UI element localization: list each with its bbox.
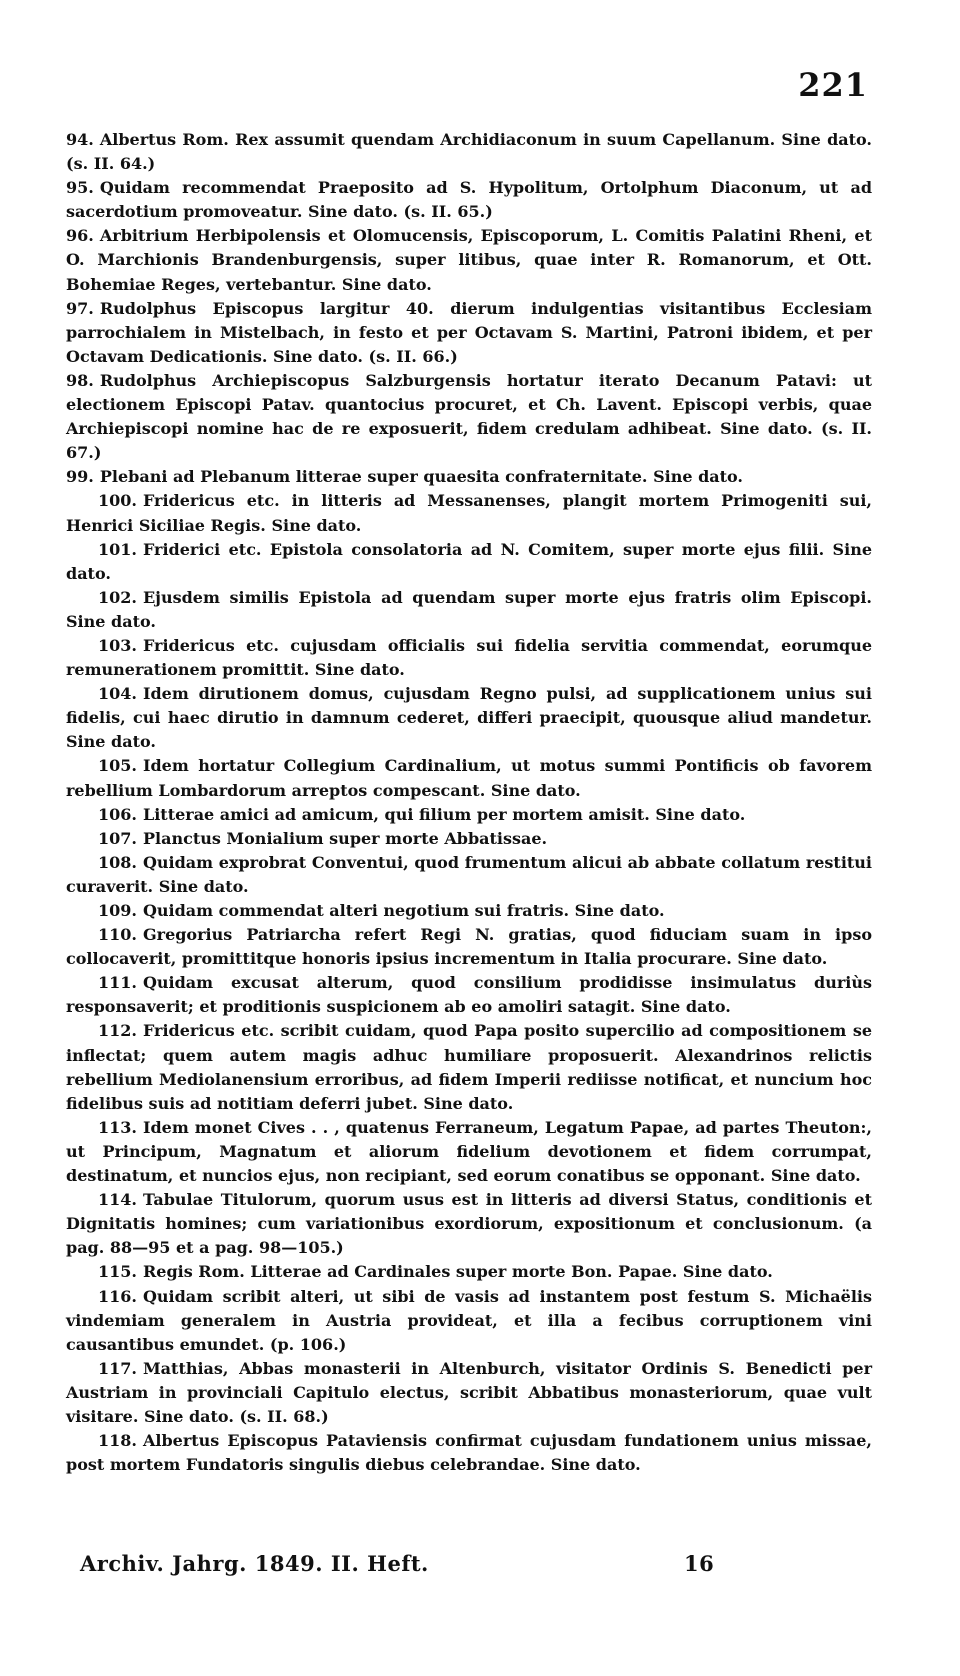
list-item — [66, 489, 872, 537]
list-item — [66, 923, 872, 971]
entry-text: Ejusdem similis Epistola ad quendam super morte ejus fratris olim Episcopi. Sine dato. — [66, 587, 872, 631]
entry-text: Litterae amici ad amicum, qui filium per mortem amisit. Sine dato. — [142, 804, 746, 824]
list-item — [66, 827, 872, 851]
entry-number: 115. — [98, 1262, 137, 1282]
entry-number: 106. — [98, 804, 137, 824]
entry-number: 97. — [66, 298, 94, 318]
entry-text: Matthias, Abbas monasterii in Altenburch, visitator Ordinis S. Benedicti per Austriam in provinciali Capitulo electus, scribit Abbatibus monasteriorum, quae vult visitare. Sine dato. (s. II. 68.) — [66, 1358, 872, 1426]
entry-text: Idem dirutionem domus, cujusdam Regno pulsi, ad supplicationem unius sui fidelis, cui haec dirutio in damnum cederet, differi praecipit, quousque aliud mandetur. Sine dato. — [66, 684, 872, 752]
entry-number: 107. — [98, 828, 137, 848]
page-footer — [80, 1551, 720, 1576]
entry-text: Rudolphus Episcopus largitur 40. dierum indulgentias visitantibus Ecclesiam parrochialem in Mistelbach, in festo et per Octavam S. Martini, Patroni ibidem, et per Octavam Dedicationis. Sine dato. (s. II. 66.) — [66, 298, 872, 366]
entry-text: Fridericus etc. scribit cuidam, quod Papa posito supercilio ad compositionem se inflectat; quem autem magis adhuc humiliare proposuerit. Alexandrinos relictis rebellium Mediolanensium erroribus, ad fidem Imperii rediisse notificat, et nuncium hoc fidelibus suis ad notitiam deferri jubet. Sine dato. — [66, 1021, 872, 1113]
page-number: 221 — [798, 66, 868, 104]
entry-text: Quidam commendat alteri negotium sui fratris. Sine dato. — [142, 901, 665, 920]
list-item — [66, 1188, 872, 1260]
entry-text: Idem hortatur Collegium Cardinalium, ut motus summi Pontificis ob favorem rebellium Lombardorum arreptos compescant. Sine dato. — [66, 756, 872, 800]
entry-number: 114. — [98, 1190, 137, 1210]
entry-text: Quidam recommendat Praeposito ad S. Hypolitum, Ortolphum Diaconum, ut ad sacerdotium promoveatur. Sine dato. (s. II. 65.) — [66, 178, 872, 222]
entry-text: Quidam excusat alterum, quod consilium prodidisse insimulatus duriùs responsaverit; et proditionis suspicionem ab eo amoliri satagit. Sine dato. — [66, 973, 872, 1017]
entry-text: Friderici etc. Epistola consolatoria ad N. Comitem, super morte ejus filii. Sine dato. — [66, 539, 872, 583]
list-item — [66, 465, 872, 489]
entry-number: 101. — [98, 539, 137, 559]
entry-text: Arbitrium Herbipolensis et Olomucensis, Episcoporum, L. Comitis Palatini Rheni, et O. Marchionis Brandenburgensis, super litibus, quae inter R. Romanorum, et Ott. Bohemiae Reges, vertebantur. Sine dato. — [66, 226, 872, 294]
list-item — [66, 1116, 872, 1188]
entry-text: Regis Rom. Litterae ad Cardinales super morte Bon. Papae. Sine dato. — [142, 1262, 773, 1282]
list-item — [66, 297, 872, 369]
signature-mark: 16 — [684, 1551, 715, 1576]
entry-text: Albertus Rom. Rex assumit quendam Archidiaconum in suum Capellanum. Sine dato. (s. II. 64.) — [66, 130, 872, 174]
list-item — [66, 586, 872, 634]
entry-text: Fridericus etc. cujusdam officialis sui fidelia servitia commendat, eorumque remunerationem promittit. Sine dato. — [66, 635, 872, 680]
list-item — [66, 1357, 872, 1429]
entry-number: 100. — [98, 491, 137, 511]
entry-number: 96. — [66, 226, 94, 246]
entry-text: Gregorius Patriarcha refert Regi N. gratias, quod fiduciam suam in ipso collocaverit, promittitque honoris ipsius incrementum in Italia procurare. Sine dato. — [66, 925, 872, 969]
entry-number: 117. — [98, 1358, 137, 1378]
list-item — [66, 224, 872, 296]
entry-text: Tabulae Titulorum, quorum usus est in litteris ad diversi Status, conditionis et Dignitatis homines; cum variationibus exordiorum, expositionum et conclusionum. (a pag. 88—95 et a pag. 98—105.) — [66, 1190, 872, 1258]
entry-text: Quidam exprobrat Conventui, quod frumentum alicui ab abbate collatum restitui curaverit. Sine dato. — [66, 852, 872, 896]
list-item — [66, 899, 872, 923]
list-item — [66, 682, 872, 754]
list-item — [66, 1429, 872, 1477]
entry-number: 116. — [98, 1286, 137, 1306]
list-item — [66, 176, 872, 224]
entry-number: 118. — [98, 1431, 137, 1451]
list-item — [66, 971, 872, 1019]
entry-text: Albertus Episcopus Pataviensis confirmat cujusdam fundationem unius missae, post mortem Fundatoris singulis diebus celebrandae. Sine dato. — [66, 1431, 872, 1475]
footer-title: Archiv. Jahrg. 1849. II. Heft. — [80, 1551, 429, 1576]
list-item — [66, 1285, 872, 1357]
entry-text: Fridericus etc. in litteris ad Messanenses, plangit mortem Primogeniti sui, Henrici Siciliae Regis. Sine dato. — [66, 491, 872, 535]
list-item — [66, 1019, 872, 1115]
entry-text: Rudolphus Archiepiscopus Salzburgensis hortatur iterato Decanum Patavi: ut electionem Episcopi Patav. quantocius procuret, et Ch. Lavent. Episcopi verbis, quae Archiepiscopi nomine hac de re exposuerit, fidem credulam adhibeat. Sine dato. (s. II. 67.) — [66, 370, 872, 463]
list-item — [66, 754, 872, 802]
list-item — [66, 369, 872, 465]
entry-number: 108. — [98, 852, 137, 872]
entry-number: 98. — [66, 370, 94, 390]
entry-number: 103. — [98, 635, 137, 655]
list-item — [66, 1260, 872, 1284]
entry-text: Plebani ad Plebanum litterae super quaesita confraternitate. Sine dato. — [99, 467, 743, 487]
entry-number: 104. — [98, 684, 137, 704]
entry-number: 110. — [98, 925, 137, 945]
entry-list — [66, 128, 872, 1477]
list-item — [66, 803, 872, 827]
entry-number: 99. — [66, 467, 94, 487]
entry-number: 111. — [98, 973, 137, 993]
list-item — [66, 538, 872, 586]
entry-text: Planctus Monialium super morte Abbatissae. — [142, 828, 548, 848]
entry-number: 102. — [98, 587, 137, 607]
entry-text: Quidam scribit alteri, ut sibi de vasis ad instantem post festum S. Michaëlis vindemiam generalem in Austria provideat, et illa a fecibus corruptionem vini causantibus emundet. (p. 106.) — [66, 1286, 872, 1354]
entry-number: 105. — [98, 756, 137, 776]
entry-number: 112. — [98, 1021, 137, 1041]
entry-text: Idem monet Cives . . , quatenus Ferraneum, Legatum Papae, ad partes Theuton:, ut Principum, Magnatum et aliorum fidelium devotionem et fidem corrumpat, destinatum, et nuncios ejus, non recipiant, sed eorum conatibus se opponant. Sine dato. — [66, 1117, 872, 1186]
entry-number: 113. — [98, 1117, 137, 1137]
entry-number: 94. — [66, 130, 94, 149]
entry-number: 109. — [98, 901, 137, 920]
list-item — [66, 851, 872, 899]
list-item — [66, 128, 872, 176]
list-item — [66, 634, 872, 682]
entry-number: 95. — [66, 178, 94, 198]
